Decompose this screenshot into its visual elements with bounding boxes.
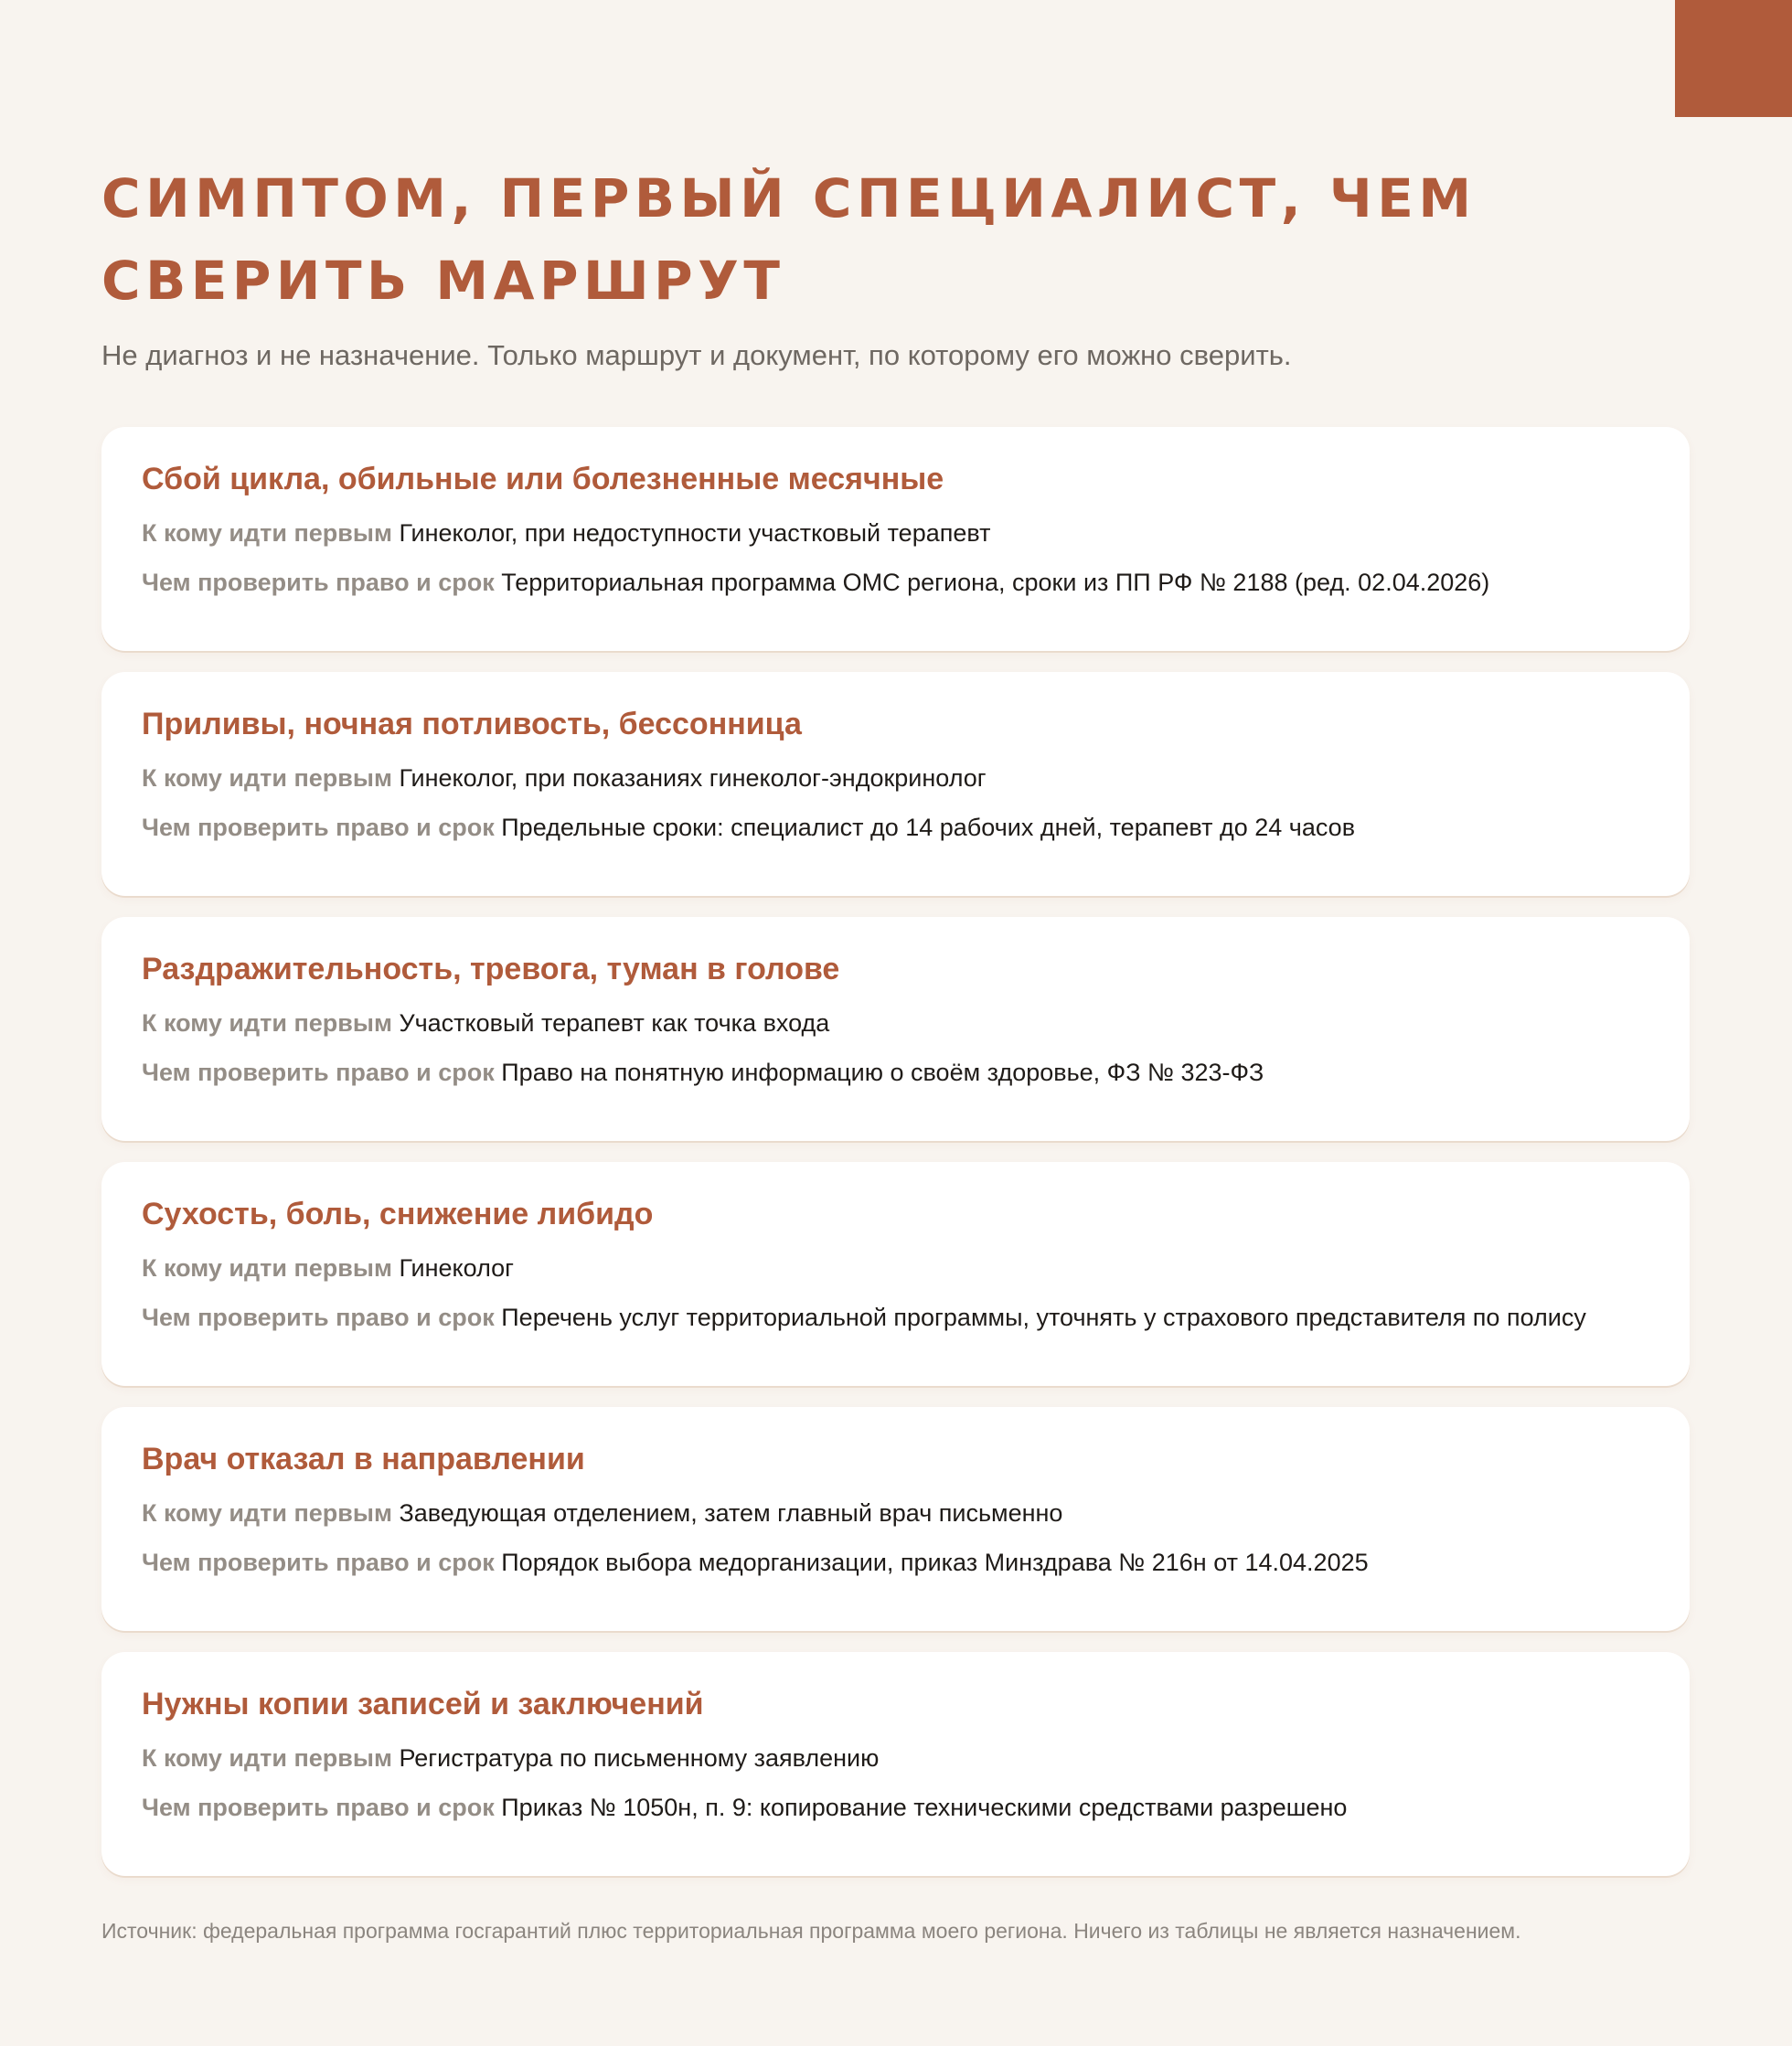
first-specialist-value: Заведующая отделением, затем главный врач письменно	[399, 1499, 1063, 1527]
route-card	[101, 672, 1690, 896]
route-card	[101, 427, 1690, 651]
card-title: Врач отказал в направлении	[142, 1442, 585, 1476]
page-title: СИМПТОМ, ПЕРВЫЙ СПЕЦИАЛИСТ, ЧЕМ СВЕРИТЬ МАРШРУТ	[101, 167, 1477, 312]
card-title: Приливы, ночная потливость, бессонница	[142, 707, 802, 741]
verification-value: Предельные сроки: специалист до 14 рабочих дней, терапевт до 24 часов	[501, 814, 1356, 841]
first-specialist-row	[142, 1494, 1649, 1533]
verification-row	[142, 1298, 1649, 1337]
first-specialist-label: К кому идти первым	[142, 1744, 392, 1772]
first-specialist-row	[142, 514, 1649, 553]
card-title: Раздражительность, тревога, туман в голове	[142, 952, 840, 986]
route-card	[101, 1652, 1690, 1876]
verification-label: Чем проверить право и срок	[142, 1794, 495, 1821]
first-specialist-label: К кому идти первым	[142, 1499, 392, 1527]
verification-value: Приказ № 1050н, п. 9: копирование техническими средствами разрешено	[501, 1794, 1348, 1821]
card-title: Сбой цикла, обильные или болезненные месячные	[142, 462, 944, 496]
route-card	[101, 917, 1690, 1141]
first-specialist-label: К кому идти первым	[142, 1009, 392, 1037]
verification-value: Территориальная программа ОМС региона, сроки из ПП РФ № 2188 (ред. 02.04.2026)	[501, 569, 1490, 596]
first-specialist-row	[142, 759, 1649, 798]
route-card-list	[101, 427, 1690, 1897]
verification-label: Чем проверить право и срок	[142, 1304, 495, 1331]
first-specialist-row	[142, 1004, 1649, 1043]
card-title: Сухость, боль, снижение либидо	[142, 1197, 654, 1231]
source-note: Источник: федеральная программа госгарантий плюс территориальная программа моего региона. Ничего из таблицы не является назначением.	[101, 1919, 1521, 1943]
verification-value: Перечень услуг территориальной программы, уточнять у страхового представителя по полису	[501, 1304, 1586, 1331]
corner-accent-block	[1675, 0, 1792, 117]
first-specialist-value: Гинеколог, при показаниях гинеколог-эндокринолог	[399, 764, 987, 792]
first-specialist-label: К кому идти первым	[142, 1254, 392, 1282]
verification-value: Порядок выбора медорганизации, приказ Минздрава № 216н от 14.04.2025	[501, 1549, 1369, 1576]
first-specialist-value: Участковый терапевт как точка входа	[399, 1009, 830, 1037]
first-specialist-row	[142, 1739, 1649, 1778]
first-specialist-value: Гинеколог	[399, 1254, 515, 1282]
first-specialist-label: К кому идти первым	[142, 519, 392, 547]
first-specialist-label: К кому идти первым	[142, 764, 392, 792]
verification-label: Чем проверить право и срок	[142, 569, 495, 596]
route-card	[101, 1162, 1690, 1386]
route-card	[101, 1407, 1690, 1631]
verification-label: Чем проверить право и срок	[142, 814, 495, 841]
first-specialist-row	[142, 1249, 1649, 1288]
card-title: Нужны копии записей и заключений	[142, 1687, 704, 1721]
verification-row	[142, 1788, 1649, 1828]
page-subtitle: Не диагноз и не назначение. Только маршрут и документ, по которому его можно сверить.	[101, 339, 1292, 371]
verification-label: Чем проверить право и срок	[142, 1549, 495, 1576]
first-specialist-value: Регистратура по письменному заявлению	[399, 1744, 880, 1772]
verification-row	[142, 808, 1649, 847]
verification-label: Чем проверить право и срок	[142, 1059, 495, 1086]
verification-row	[142, 1543, 1649, 1582]
first-specialist-value: Гинеколог, при недоступности участковый терапевт	[399, 519, 991, 547]
verification-row	[142, 563, 1649, 602]
verification-row	[142, 1053, 1649, 1092]
verification-value: Право на понятную информацию о своём здоровье, ФЗ № 323-ФЗ	[501, 1059, 1264, 1086]
